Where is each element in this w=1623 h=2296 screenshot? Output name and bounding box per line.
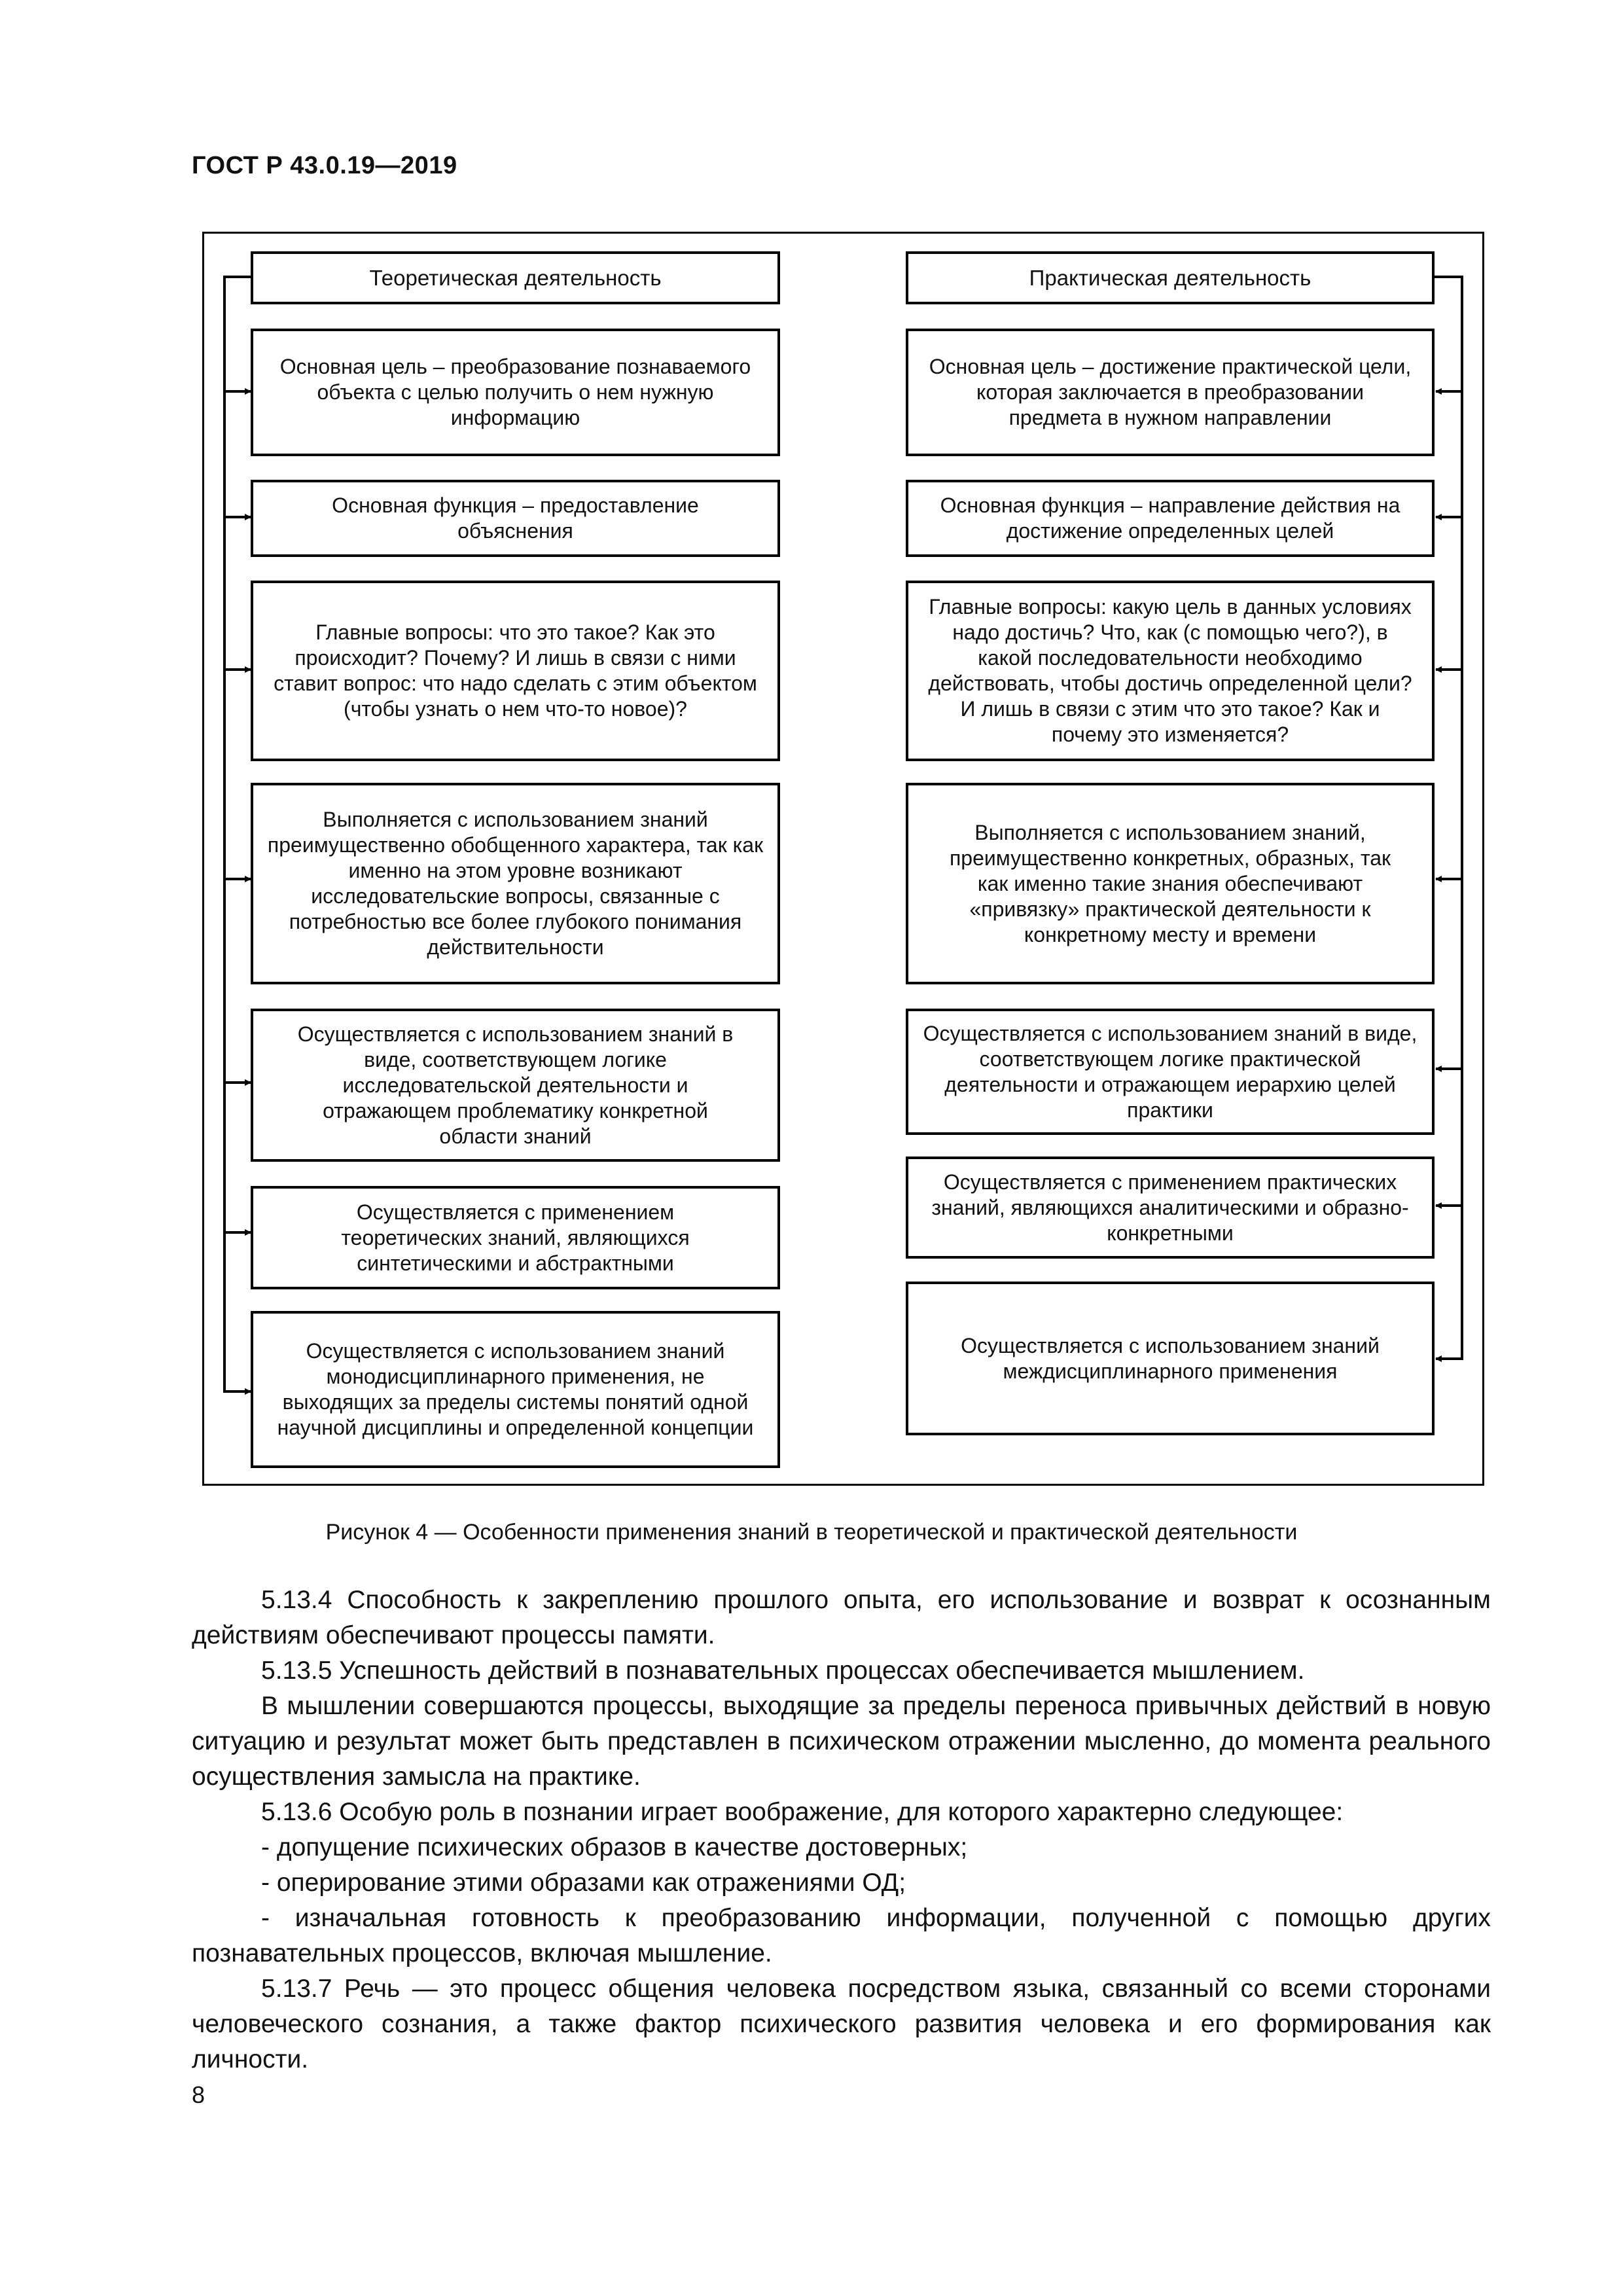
right-box-7-text: Осуществляется с использованием знаний междисциплинарного применения: [961, 1333, 1380, 1383]
left-box-1: [251, 329, 780, 456]
list-item-2: - оперирование этими образами как отражениями ОД;: [261, 1869, 906, 1897]
document-code: ГОСТ Р 43.0.19—2019: [192, 152, 457, 179]
right-box-4: [906, 783, 1435, 984]
left-title-box: [251, 251, 780, 304]
paragraph-thinking: В мышлении совершаются процессы, выходящие за пределы переноса привычных действий в новую ситуацию и результат может быть представлен в психическом отражении мысленно, до момента реального осуществления замысла на практике.: [192, 1692, 1491, 1791]
paragraph-5-13-6: 5.13.6 Особую роль в познании играет воображение, для которого характерно следующее:: [261, 1798, 1344, 1826]
right-box-2-text: Основная функция – направление действия на достижение определенных целей: [940, 493, 1400, 543]
paragraph-5-13-7: 5.13.7 Речь — это процесс общения человека посредством языка, связанный со всеми сторонами человеческого сознания, а также фактор психического развития человека и его формирования как личности.: [192, 1975, 1491, 2073]
right-box-5: [906, 1009, 1435, 1135]
left-box-5: [251, 1009, 780, 1162]
left-box-7: [251, 1311, 780, 1468]
right-title-box: [906, 251, 1435, 304]
right-box-3-text: Главные вопросы: какую цель в данных условиях надо достичь? Что, как (с помощью чего?), в какой последовательности необходимо действовать, чтобы достичь определенной цели? И лишь в связи с этим что это такое? Как и почему это изменяется?: [928, 595, 1412, 746]
left-box-6: [251, 1186, 780, 1289]
left-box-7-text: Осуществляется с использованием знаний монодисциплинарного применения, не выходящих за пределы системы понятий одной научной дисциплины и определенной концепции: [277, 1339, 754, 1439]
left-box-3-text: Главные вопросы: что это такое? Как это происходит? Почему? И лишь в связи с ними ставит вопрос: что надо сделать с этим объектом (чтобы узнать о нем что-то новое)?: [274, 620, 757, 721]
right-box-6-text: Осуществляется с применением практических знаний, являющихся аналитическими и образно-конкретными: [931, 1170, 1409, 1245]
list-item-3: - изначальная готовность к преобразованию информации, полученной с помощью других познавательных процессов, включая мышление.: [192, 1904, 1491, 1967]
paragraph-5-13-5: 5.13.5 Успешность действий в познавательных процессах обеспечивается мышлением.: [261, 1657, 1305, 1685]
left-box-4-text: Выполняется с использованием знаний преимущественно обобщенного характера, так как именно на этом уровне возникают исследовательские вопросы, связанные с потребностью все более глубокого понимания действительности: [267, 808, 764, 959]
right-box-1: [906, 329, 1435, 456]
right-box-5-text: Осуществляется с использованием знаний в виде, соответствующем логике практической деятельности и отражающем иерархию целей практики: [923, 1021, 1418, 1122]
right-box-6: [906, 1157, 1435, 1259]
left-box-2: [251, 480, 780, 557]
right-box-7: [906, 1282, 1435, 1435]
left-box-6-text: Осуществляется с применением теоретических знаний, являющихся синтетическими и абстрактными: [341, 1200, 690, 1275]
left-box-3: [251, 581, 780, 761]
left-box-2-text: Основная функция – предоставление объяснения: [332, 493, 699, 543]
right-box-3: [906, 581, 1435, 761]
list-item-1: - допущение психических образов в качестве достоверных;: [261, 1833, 968, 1861]
left-box-5-text: Осуществляется с использованием знаний в виде, соответствующем логике исследовательской деятельности и отражающем проблематику конкретной области знаний: [297, 1022, 734, 1148]
right-title: Практическая деятельность: [1029, 266, 1311, 290]
right-box-4-text: Выполняется с использованием знаний, преимущественно конкретных, образных, так как именно такие знания обеспечивают «привязку» практической деятельности к конкретному месту и времени: [949, 820, 1391, 946]
left-box-4: [251, 783, 780, 984]
left-title: Теоретическая деятельность: [369, 266, 662, 290]
figure-caption: Рисунок 4 — Особенности применения знаний в теоретической и практической деятельности: [325, 1520, 1298, 1545]
right-box-2: [906, 480, 1435, 557]
right-box-1-text: Основная цель – достижение практической цели, которая заключается в преобразовании предмета в нужном направлении: [929, 355, 1412, 429]
page-number: 8: [192, 2081, 205, 2108]
paragraph-5-13-4: 5.13.4 Способность к закреплению прошлого опыта, его использование и возврат к осознанным действиям обеспечивают процессы памяти.: [192, 1586, 1491, 1649]
left-box-1-text: Основная цель – преобразование познаваемого объекта с целью получить о нем нужную информацию: [279, 355, 751, 429]
